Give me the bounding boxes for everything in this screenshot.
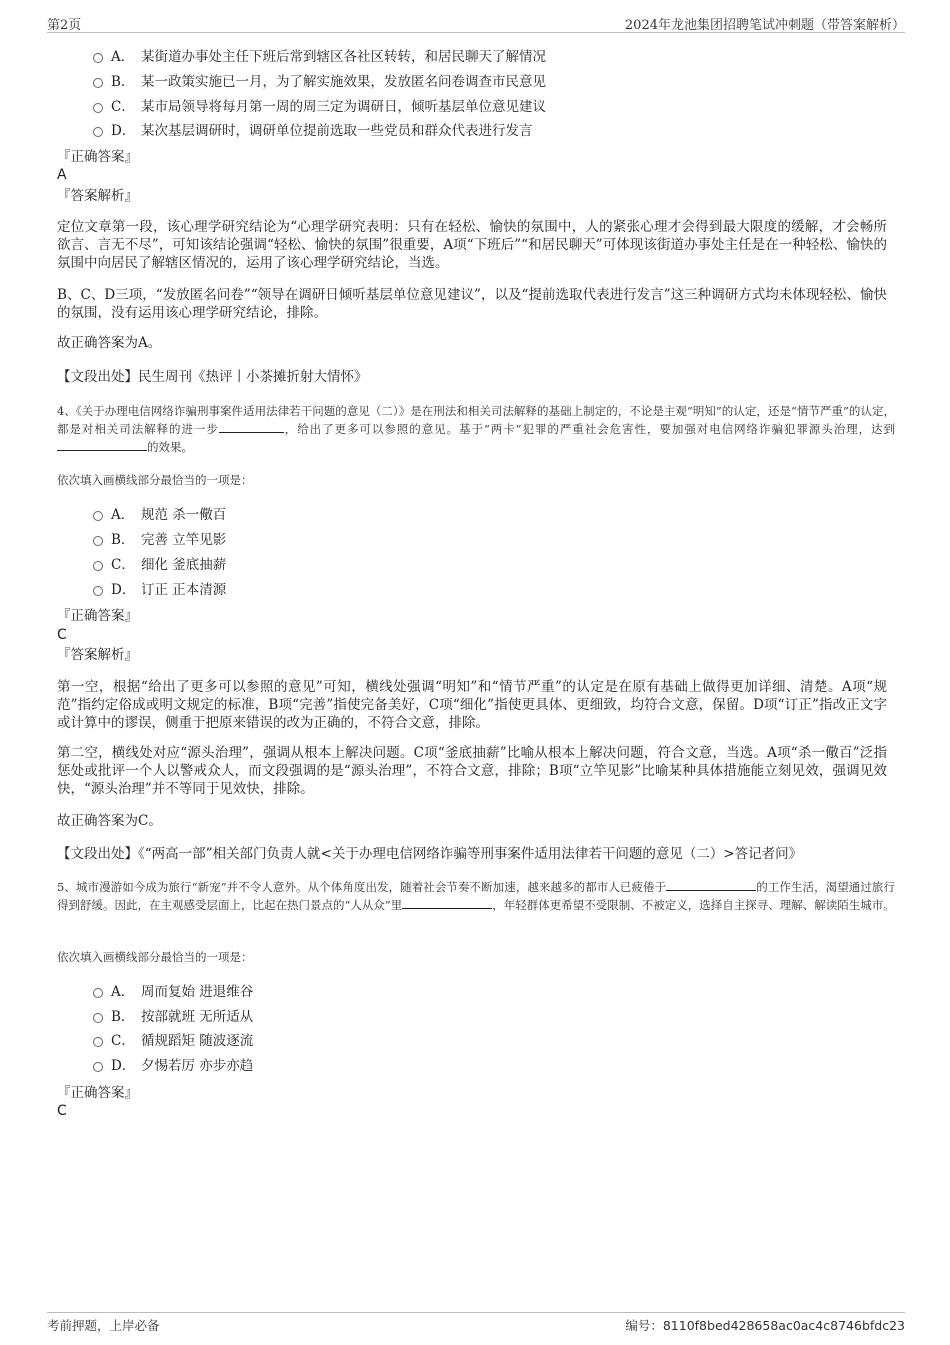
radio-icon[interactable] xyxy=(93,536,103,546)
q5-option-b[interactable]: B． 按部就班 无所适从 xyxy=(93,1007,253,1027)
radio-icon[interactable] xyxy=(93,127,103,137)
document-code: 编号：8110f8bed428658ac0ac4c8746bfdc23 xyxy=(625,1318,905,1333)
radio-icon[interactable] xyxy=(93,511,103,521)
q3-conclusion: 故正确答案为A。 xyxy=(57,335,162,351)
radio-icon[interactable] xyxy=(93,1037,103,1047)
q3-option-d[interactable]: D． 某次基层调研时，调研单位提前选取一些党员和群众代表进行发言 xyxy=(93,121,533,141)
q3-source: 【文段出处】民生周刊《热评丨小茶摊折射大情怀》 xyxy=(57,369,368,385)
fill-blank[interactable] xyxy=(666,878,756,891)
q4-answer-label: 『正确答案』 xyxy=(57,608,138,624)
q4-analysis-label: 『答案解析』 xyxy=(57,647,138,663)
q3-option-b[interactable]: B． 某一政策实施已一月，为了解实施效果，发放匿名问卷调查市民意见 xyxy=(93,72,546,92)
q5-option-d[interactable]: D． 夕惕若厉 亦步亦趋 xyxy=(93,1056,253,1076)
q5-instruction: 依次填入画横线部分最恰当的一项是： xyxy=(57,950,253,964)
q5-answer: C xyxy=(57,1103,67,1119)
q4-source: 【文段出处】《“两高一部”相关部门负责人就<关于办理电信网络诈骗等刑事案件适用法律若干问题的意见（二）>答记者问》 xyxy=(57,846,803,862)
radio-icon[interactable] xyxy=(93,53,103,63)
radio-icon[interactable] xyxy=(93,988,103,998)
page-header xyxy=(47,12,905,33)
q3-option-c[interactable]: C． 某市局领导将每月第一周的周三定为调研日，倾听基层单位意见建议 xyxy=(93,97,546,117)
radio-icon[interactable] xyxy=(93,1013,103,1023)
q3-analysis-label: 『答案解析』 xyxy=(57,188,138,204)
q5-answer-label: 『正确答案』 xyxy=(57,1085,138,1101)
q3-analysis-paragraph: 定位文章第一段，该心理学研究结论为“心理学研究表明：只有在轻松、愉快的氛围中，人的紧张心理才会得到最大限度的缓解，才会畅所欲言、言无不尽”，可知该结论强调“轻松、愉快的氛围”很重要，A项“下班后”“和居民聊天”可体现该街道办事处主任是在一种轻松、愉快的氛围中向居民了解辖区情况的，运用了该心理学研究结论，当选。 xyxy=(57,219,887,271)
fill-blank[interactable] xyxy=(57,438,147,451)
q4-stem: 4、《关于办理电信网络诈骗刑事案件适用法律若干问题的意见（二）》是在刑法和相关司法解释的基础上制定的，不论是主观“明知”的认定，还是“情节严重”的认定，都是对相关司法解释的进一步 ，给出了更多可以参照的意见。基于“两卡”犯罪的严重社会危害性，要加强对电信网络诈骗犯罪源头治理，达到的效果。 xyxy=(57,404,895,454)
q5-option-c[interactable]: C． 循规蹈矩 随波逐流 xyxy=(93,1031,253,1051)
page-number: 第2页 xyxy=(47,18,82,33)
q3-analysis-paragraph: B、C、D三项，“发放匿名问卷”“领导在调研日倾听基层单位意见建议”，以及“提前选取代表进行发言”这三种调研方式均未体现轻松、愉快的氛围，没有运用该心理学研究结论，排除。 xyxy=(57,287,887,321)
q4-analysis-paragraph: 第一空，根据“给出了更多可以参照的意见”可知，横线处强调“明知”和“情节严重”的认定是在原有基础上做得更加详细、清楚。A项“规范”指约定俗成或明文规定的标准，B项“完善”指使完备美好，C项“细化”指使更具体、更细致，均符合文意，保留。D项“订正”指改正文字或计算中的谬误，侧重于把原来错误的改为正确的，不符合文意，排除。 xyxy=(57,679,887,731)
q5-stem: 5、城市漫游如今成为旅行“新宠”并不令人意外。从个体角度出发，随着社会节奏不断加速，越来越多的都市人已疲倦于 的工作生活，渴望通过旅行得到舒缓。因此，在主观感受层面上，比起在热门景点的“人从众”里 ，年轻群体更希望不受限制、不被定义，选择自主探寻、理解、解读陌生城市。 xyxy=(57,880,895,912)
page-footer xyxy=(47,1312,905,1335)
radio-icon[interactable] xyxy=(93,1062,103,1072)
radio-icon[interactable] xyxy=(93,561,103,571)
document-title: 2024年龙池集团招聘笔试冲刺题（带答案解析） xyxy=(624,18,905,33)
fill-blank[interactable] xyxy=(402,896,492,909)
q3-answer-label: 『正确答案』 xyxy=(57,149,138,165)
footer-slogan: 考前押题，上岸必备 xyxy=(47,1318,160,1333)
radio-icon[interactable] xyxy=(93,78,103,88)
fill-blank[interactable] xyxy=(219,420,284,433)
q4-option-d[interactable]: D． 订正 正本清源 xyxy=(93,580,226,600)
q4-conclusion: 故正确答案为C。 xyxy=(57,813,162,829)
q4-option-c[interactable]: C． 细化 釜底抽薪 xyxy=(93,555,226,575)
radio-icon[interactable] xyxy=(93,103,103,113)
q4-answer: C xyxy=(57,627,67,643)
radio-icon[interactable] xyxy=(93,586,103,596)
q4-analysis-paragraph: 第二空，横线处对应“源头治理”，强调从根本上解决问题。C项“釜底抽薪”比喻从根本上解决问题，符合文意，当选。A项“杀一儆百”泛指惩处或批评一个人以警戒众人，而文段强调的是“源头治理”，不符合文意，排除；B项“立竿见影”比喻某种具体措施能立刻见效，强调见效快，“源头治理”并不等同于见效快，排除。 xyxy=(57,745,887,797)
q3-answer: A xyxy=(57,167,67,183)
q5-option-a[interactable]: A． 周而复始 进退维谷 xyxy=(93,982,253,1002)
q4-instruction: 依次填入画横线部分最恰当的一项是： xyxy=(57,473,253,487)
q4-option-a[interactable]: A． 规范 杀一儆百 xyxy=(93,505,226,525)
q3-option-a[interactable]: A． 某街道办事处主任下班后常到辖区各社区转转，和居民聊天了解情况 xyxy=(93,47,546,67)
q4-option-b[interactable]: B． 完善 立竿见影 xyxy=(93,530,226,550)
